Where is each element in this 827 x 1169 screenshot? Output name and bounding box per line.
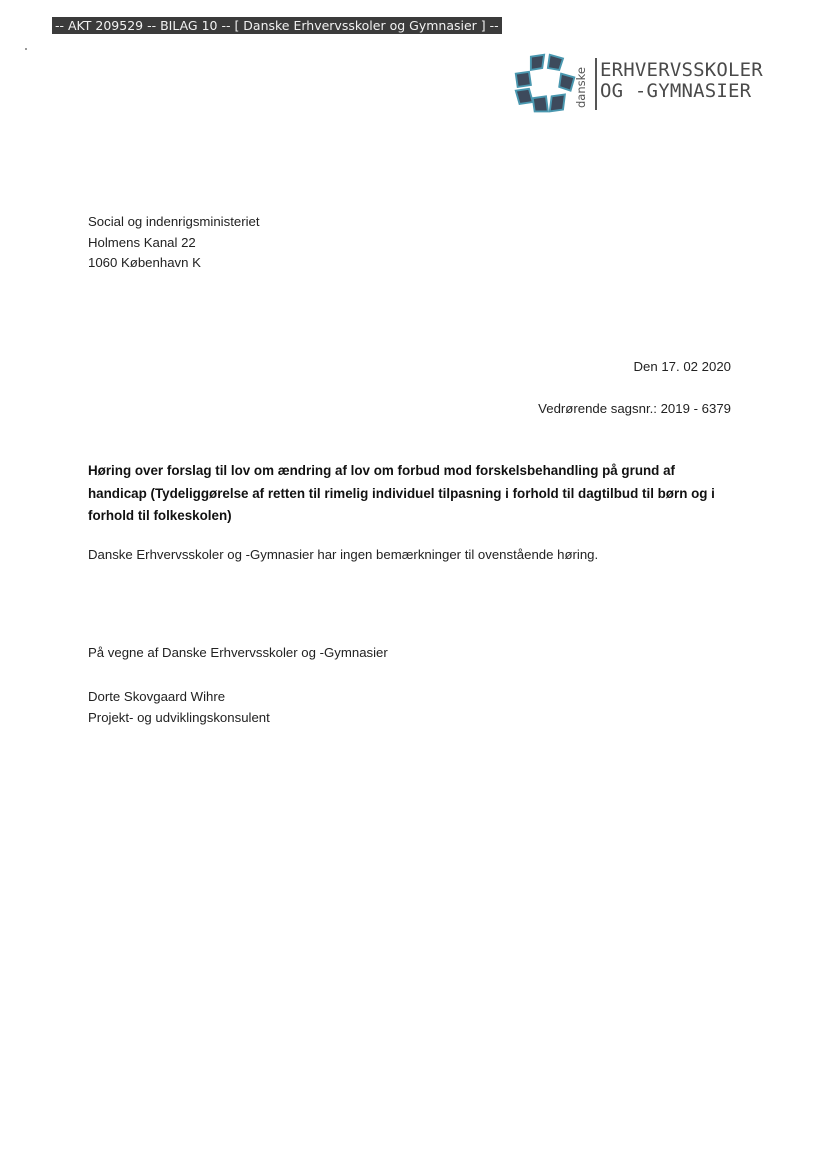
letter-date: Den 17. 02 2020 bbox=[633, 359, 731, 374]
document-stamp: -- AKT 209529 -- BILAG 10 -- [ Danske Erhvervsskoler og Gymnasier ] -- bbox=[52, 17, 502, 34]
letter-body: Danske Erhvervsskoler og -Gymnasier har ingen bemærkninger til ovenstående høring. bbox=[88, 547, 599, 562]
signer-name: Dorte Skovgaard Wihre bbox=[88, 689, 226, 704]
signature-block bbox=[88, 686, 270, 728]
recipient-line-1: Social og indenrigsministeriet bbox=[88, 214, 260, 229]
letter-subject: Høring over forslag til lov om ændring af lov om forbud mod forskelsbehandling på grund af handicap (Tydeliggørelse af retten til rimelig individuel tilpasning i forhold til dagtilbud til børn og i forhold til folkeskolen) bbox=[88, 463, 715, 523]
scan-speck bbox=[25, 48, 27, 50]
logo-vertical-label: danske bbox=[574, 67, 588, 108]
logo-vertical-label-wrap bbox=[574, 56, 588, 108]
signer-title: Projekt- og udviklingskonsulent bbox=[88, 710, 270, 725]
logo-line-2: OG -GYMNASIER bbox=[600, 80, 752, 102]
logo-line-1: ERHVERVSSKOLER bbox=[600, 59, 763, 81]
recipient-address bbox=[88, 212, 260, 274]
case-reference: Vedrørende sagsnr.: 2019 - 6379 bbox=[538, 401, 731, 416]
recipient-line-3: 1060 København K bbox=[88, 255, 201, 270]
organization-logo-mark bbox=[512, 52, 580, 118]
recipient-line-2: Holmens Kanal 22 bbox=[88, 234, 196, 250]
closing-line: På vegne af Danske Erhvervsskoler og -Gymnasier bbox=[88, 645, 388, 660]
logo-divider bbox=[595, 58, 597, 110]
